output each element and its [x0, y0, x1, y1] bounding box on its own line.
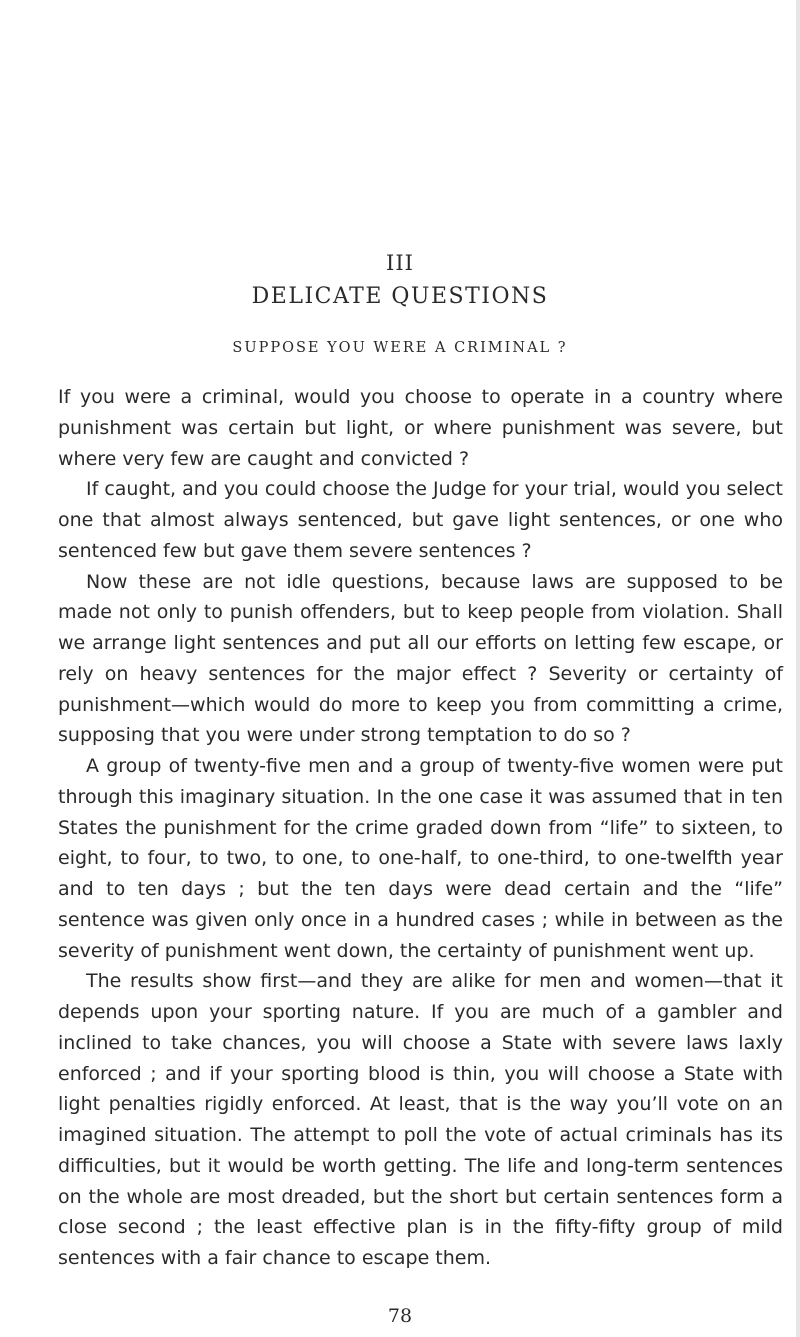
chapter-title: DELICATE QUESTIONS: [251, 284, 549, 309]
chapter-number: III: [386, 251, 414, 275]
paragraph-5: The results show first—and they are alike for men and women—that it depends upon your sporting nature. If you are much of a gambler and inclined to take chances, you will choose a State with severe laws laxly enforced ; and if your sporting blood is thin, you will choose a State with light penalties rigidly enforced. At least, that is the way you’ll vote on an imagined situation. The attempt to poll the vote of actual criminals has its difficulties, but it would be worth getting. The life and long-term sentences on the whole are most dreaded, but the short but certain sentences form a close second ; the least effective plan is in the fifty-fifty group of mild sentences with a fair chance to escape them.: [58, 970, 783, 1269]
paragraph-4: A group of twenty-five men and a group of twenty-five women were put through this imaginary situation. In the one case it was assumed that in ten States the punishment for the crime graded down from “life” to sixteen, to eight, to four, to two, to one, to one-half, to one-third, to one-twelfth year and to ten days ; but the ten days were dead certain and the “life” sentence was given only once in a hundred cases ; while in between as the severity of punishment went down, the certainty of punishment went up.: [58, 755, 783, 962]
section-title: SUPPOSE YOU WERE A CRIMINAL ?: [232, 340, 568, 356]
paragraph-1: If you were a criminal, would you choose to operate in a country where punishment was certain but light, or where punishment was severe, but where very few are caught and convicted ?: [58, 386, 783, 470]
paragraph-2: If caught, and you could choose the Judge for your trial, would you select one that almost always sentenced, but gave light sentences, or one who sentenced few but gave them severe sentences ?: [58, 478, 783, 562]
page-number: 78: [387, 1305, 413, 1327]
body-text: [58, 382, 783, 1274]
paragraph-3: Now these are not idle questions, because laws are supposed to be made not only to punish offenders, but to keep people from violation. Shall we arrange light sentences and put all our efforts on letting few escape, or rely on heavy sentences for the major effect ? Severity or certainty of punishment—which would do more to keep you from committing a crime, supposing that you were under strong temptation to do so ?: [58, 570, 783, 747]
page-edge-shadow: [796, 0, 800, 1337]
